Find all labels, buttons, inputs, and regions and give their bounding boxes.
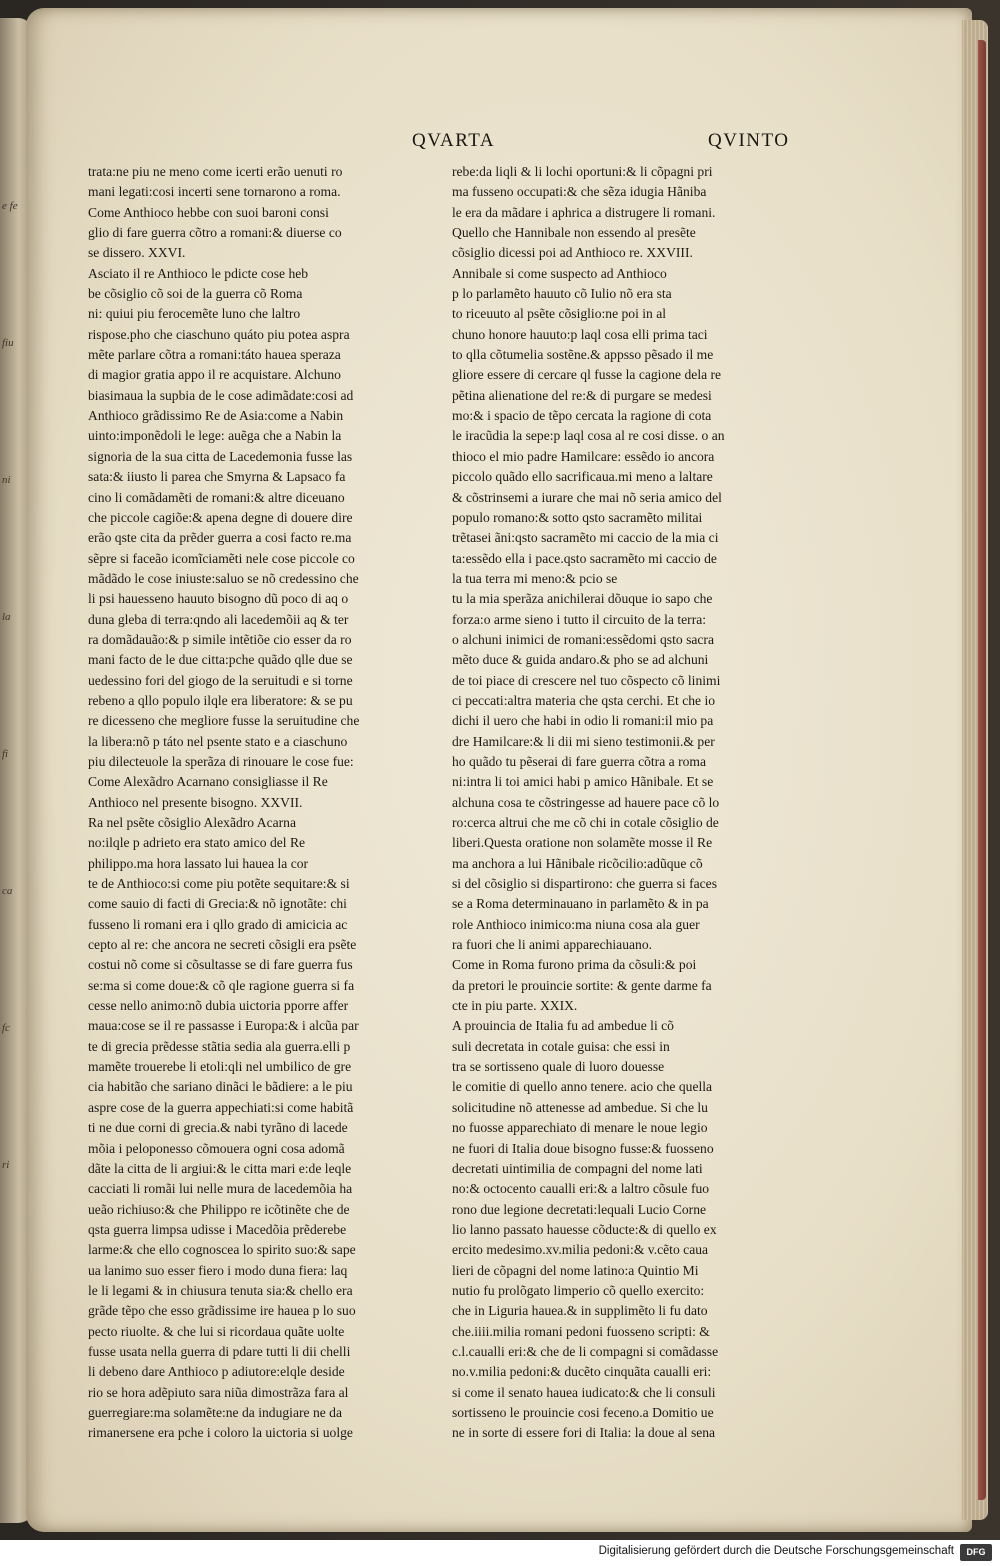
text-line: signoria de la sua citta de Lacedemonia fusse las: [88, 448, 353, 464]
text-line: Come in Roma furono prima da cõsuli:& poi: [452, 957, 697, 973]
text-line: uedessino fori del giogo de la seruitudi e si torne: [88, 672, 353, 688]
text-line: lio lanno passato hauesse cõducte:& di quello ex: [452, 1221, 717, 1237]
text-line: le iracũdia la sepe:p laql cosa al re cosi disse. o an: [452, 428, 725, 444]
text-line: ro:cerca altrui che me cõ chi in cotale cõsiglio de: [452, 815, 719, 830]
text-line: no:ilqle p adrieto era stato amico del Re: [88, 835, 306, 851]
text-line: thioco el mio padre Hamilcare: essẽdo io ancora: [452, 448, 715, 464]
text-line: pecto riuolte. & che lui si ricordaua quãte uolte: [88, 1323, 345, 1339]
footer-credit: Digitalisierung gefördert durch die Deutsche Forschungsgemeinschaft: [598, 1545, 954, 1557]
facing-page-line: fi: [2, 748, 9, 760]
facing-page-line: ni: [2, 474, 11, 486]
text-line: rebe:da liqli & li lochi oportuni:& li cõpagni pri: [452, 164, 713, 179]
text-line: costui nõ come si cõsultasse se di fare guerra fus: [88, 957, 353, 973]
facing-page-line: e fe: [2, 200, 18, 212]
text-line: cino li comãdamẽti de romani:& altre diceuano: [88, 489, 345, 505]
text-line: fusse usata nella guerra di pdare tutti li dii chelli: [88, 1343, 351, 1359]
text-line: sortisseno le prouincie cosi feceno.a Domitio ue: [452, 1404, 714, 1420]
text-line: grãde tẽpo che esso grãdissime ire hauea p lo suo: [88, 1303, 356, 1319]
text-line: mamẽte trouerebe li etoli:qli nel umbilico de gre: [88, 1059, 352, 1075]
red-page-edge: [978, 40, 986, 1500]
text-line: Ra nel psẽte cõsiglio Alexãdro Acarna: [88, 815, 296, 830]
text-line: fusseno li romani era i qllo grado di amicicia ac: [88, 916, 348, 932]
facing-page-line: fiu: [2, 337, 14, 349]
text-line: glio di fare guerra cõtro a romani:& diuerse co: [88, 225, 342, 241]
text-line: di magior gratia appo il re acquistare. Alchuno: [88, 367, 341, 383]
text-line: to riceuuto al psẽte cõsiglio:ne poi in al: [452, 306, 667, 322]
text-line: piu dilecteuole la sperãza di rinouare le cose fue:: [88, 753, 354, 769]
text-line: guerregiare:ma solamẽte:ne da indugiare ne da: [88, 1404, 343, 1420]
text-line: ne fuori di Italia doue bisogno fusse:& fuosseno: [452, 1140, 714, 1156]
text-line: A prouincia de Italia fu ad ambedue li cõ: [452, 1018, 674, 1034]
text-line: no.v.milia pedoni:& ducẽto cinquãta caualli eri:: [452, 1364, 712, 1380]
text-line: se a Roma determinauano in parlamẽto & in pa: [452, 896, 709, 912]
text-line: cõsiglio dicessi poi ad Anthioco re. XXVIII.: [452, 245, 693, 261]
text-line: rispose.pho che ciaschuno quáto piu potea aspra: [88, 326, 350, 342]
text-line: re dicesseno che megliore fusse la seruitudine che: [88, 713, 360, 729]
text-line: mani legati:cosi incerti sene tornarono a roma.: [88, 184, 341, 200]
text-line: se dissero. XXVI.: [88, 245, 186, 261]
running-head-left: QVARTA: [412, 130, 496, 151]
text-line: si come il senato hauea iudicato:& che li consuli: [452, 1384, 716, 1400]
text-line: chuno honore hauuto:p laql cosa elli prima taci: [452, 326, 708, 342]
text-line: ma anchora a lui Hãnibale ricõcilio:adũque cõ: [452, 855, 703, 871]
text-line: ne in sorte di essere fori di Italia: la doue al sena: [452, 1425, 716, 1441]
text-line: ho quãdo tu pẽserai di fare guerra cõtra a roma: [452, 753, 707, 769]
text-line: ta:essẽdo ella i pace.qsto sacramẽto mi caccio de: [452, 550, 717, 566]
text-line: alchuna cosa te cõstringesse ad hauere pace cõ lo: [452, 794, 720, 810]
text-line: populo romano:& sotto qsto sacramẽto militai: [452, 509, 703, 525]
text-line: ra fuori che li animi apparechiauano.: [452, 937, 653, 953]
text-line: nutio fu prolõgato limperio cõ quello exercito:: [452, 1282, 705, 1298]
text-line: tu la mia sperãza anichilerai dõuque io sapo che: [452, 591, 713, 607]
text-line: Annibale si come suspecto ad Anthioco: [452, 265, 667, 281]
text-line: duna gleba di terra:qndo ali lacedemõii aq & ter: [88, 611, 349, 627]
text-line: p lo parlamẽto hauuto cõ Iulio nõ era sta: [452, 286, 672, 302]
text-line: rono due legione decretati:lequali Lucio Corne: [452, 1201, 707, 1217]
text-line: cacciati li romãi lui nelle mura de lacedemõia ha: [88, 1181, 353, 1197]
text-line: suli decretata in cotale guisa: che essi in: [452, 1038, 670, 1054]
text-line: che piccole cagiõe:& apena degne di douere dire: [88, 509, 353, 525]
text-line: ni:intra li toi amici habi p amico Hãnibale. Et se: [452, 774, 714, 790]
text-line: cepto al re: che ancora ne secreti cõsigli era psẽte: [88, 937, 357, 953]
text-line: ni: quiui piu ferocemẽte luno che laltro: [88, 306, 301, 322]
text-line: role Anthioco inimico:ma niuna cosa ala guer: [452, 916, 700, 932]
text-line: li debeno dare Anthioco p adiutore:elqle deside: [88, 1364, 345, 1380]
text-line: Anthioco grãdissimo Re de Asia:come a Nabin: [88, 408, 344, 424]
facing-page-line: fc: [2, 1022, 10, 1034]
text-line: dichi il uero che habi in odio li romani:il mio pa: [452, 713, 714, 729]
text-line: rebeno a qllo populo ilqle era liberatore: & se pu: [88, 692, 353, 708]
text-line: come sauio di facti di Grecia:& nõ ignotãte: chi: [88, 896, 347, 912]
text-line: da pretori le prouincie sortite: & gente darme fa: [452, 977, 712, 993]
text-line: cesse nello animo:nõ dubia uictoria pporre affer: [88, 998, 349, 1014]
text-line: mẽte parlare cõtra a romani:táto hauea speraza: [88, 347, 341, 363]
facing-page-line: ri: [2, 1159, 10, 1171]
text-line: ua lanimo suo esser fiero i modo duna fiera: laq: [88, 1262, 348, 1278]
facing-page-line: ca: [2, 885, 13, 897]
text-line: si del cõsiglio si dispartirono: che guerra si faces: [452, 876, 718, 892]
text-line: lieri de cõpagni del nome latino:a Quintio Mi: [452, 1262, 699, 1278]
text-line: & cõstrinsemi a iurare che mai nõ seria amico del: [452, 489, 722, 505]
text-line: ti ne due corni di grecia.& nabi tyrãno di lacede: [88, 1120, 348, 1136]
text-line: dre Hamilcare:& li dii mi sieno testimonii.& per: [452, 733, 715, 749]
text-line: no fuosse apparechiato di menare le noue legio: [452, 1120, 708, 1136]
text-line: rio se hora adẽpiuto sara niũa dimostrãza fara al: [88, 1384, 349, 1400]
text-line: decretati uintimilia de compagni del nome lati: [452, 1160, 703, 1176]
text-line: aspre cose de la guerra appechiati:si come habitã: [88, 1099, 354, 1115]
text-line: trẽtasei ãni:qsto sacramẽto mi caccio de la mia ci: [452, 530, 719, 546]
text-line: o alchuni inimici de romani:essẽdomi qsto sacra: [452, 631, 714, 647]
text-line: la tua terra mi meno:& pcio se: [452, 570, 618, 586]
text-line: ercito medesimo.xv.milia pedoni:& v.cẽto caua: [452, 1242, 709, 1258]
text-line: solicitudine nõ attenesse ad ambedue. Si che lu: [452, 1099, 708, 1115]
text-line: erão qste cita da prẽder guerra a cosi facto re.ma: [88, 530, 352, 546]
text-line: c.l.caualli eri:& che de li compagni si comãdasse: [452, 1343, 719, 1359]
text-line: dãte la citta de li argiui:& le citta mari e:de leqle: [88, 1160, 352, 1176]
text-line: gliore essere di cercare ql fusse la cagione dela re: [452, 367, 722, 383]
text-line: che.iiii.milia romani pedoni fuosseno scripti: &: [452, 1323, 710, 1339]
text-line: Asciato il re Anthioco le pdicte cose heb: [88, 265, 309, 281]
text-line: no:& octocento caualli eri:& a laltro cõsule fuo: [452, 1181, 710, 1197]
text-line: ra domãdauão:& p simile intẽtiõe cio esser da ro: [88, 631, 352, 647]
text-line: rimanersene era pche i coloro la uictoria si uolge: [88, 1425, 353, 1441]
text-line: de toi piace di crescere nel tuo cõspecto cõ linimi: [452, 672, 721, 688]
footer-bar: [0, 1540, 1000, 1566]
text-line: biasimaua la supbia de le cose adimãdate:cosi ad: [88, 387, 354, 403]
text-line: Quello che Hannibale non essendo al presẽte: [452, 225, 696, 241]
text-line: maua:cose se il re passasse i Europa:& i alcũa par: [88, 1018, 359, 1034]
text-line: mãdãdo le cose iniuste:saluo se nõ credessino che: [88, 570, 359, 586]
text-column-right: [452, 162, 808, 1444]
text-line: le li legami & in chiusura tenuta sia:& chello era: [88, 1282, 353, 1298]
text-line: che in Liguria hauea.& in supplimẽto li fu dato: [452, 1303, 708, 1319]
text-line: ueão richiuso:& che Philippo re icõtinẽte che de: [88, 1201, 350, 1217]
text-line: mo:& i spacio de tẽpo cercata la ragione di cota: [452, 408, 712, 424]
text-line: Anthioco nel presente bisogno. XXVII.: [88, 794, 303, 810]
text-line: pẽtina alienatione del re:& di purgare se medesi: [452, 387, 712, 403]
text-line: ci peccati:altra materia che qsta cerchi. Et che io: [452, 692, 716, 708]
text-line: larme:& che ello cognoscea lo spirito suo:& sape: [88, 1242, 356, 1258]
text-line: sata:& iiusto li parea che Smyrna & Lapsaco fa: [88, 469, 346, 485]
dfg-logo: DFG: [960, 1544, 992, 1561]
text-line: tra se sortisseno quale di luoro douesse: [452, 1059, 665, 1075]
text-line: te di grecia prẽdesse stãtia sedia ala guerra.elli p: [88, 1038, 351, 1054]
text-line: forza:o arme sieno i tutto il circuito de la terra:: [452, 611, 707, 627]
facing-page-line: la: [2, 611, 11, 623]
text-column-left: [88, 162, 444, 1444]
text-line: la libera:nõ p táto nel psente stato e a ciaschuno: [88, 733, 348, 749]
text-line: cte in piu parte. XXIX.: [452, 998, 578, 1014]
text-line: ma fusseno occupati:& che sẽza idugia Hãniba: [452, 184, 707, 200]
text-line: Come Alexãdro Acarnano consigliasse il Re: [88, 774, 328, 790]
text-line: le era da mãdare i aphrica a distrugere li romani.: [452, 204, 716, 220]
text-line: philippo.ma hora lassato lui hauea la cor: [88, 855, 309, 871]
running-head-right: QVINTO: [708, 130, 790, 151]
text-line: se:ma si come doue:& cõ qle ragione guerra si fa: [88, 977, 355, 993]
text-line: uinto:imponẽdoli le lege: auẽga che a Nabin la: [88, 428, 342, 444]
text-line: mẽto duce & guida andaro.& pho se ad alchuni: [452, 652, 709, 668]
text-line: piccolo quãdo ello sacrificaua.mi meno a laltare: [452, 469, 713, 485]
text-line: to qlla cõtumelia sostẽne.& appsso pẽsado il me: [452, 347, 714, 363]
text-line: le comitie di quello anno tenere. acio che quella: [452, 1079, 713, 1095]
text-line: qsta guerra limpsa udisse i Macedõia prẽderebe: [88, 1221, 347, 1237]
text-line: liberi.Questa oratione non solamẽte mosse il Re: [452, 835, 713, 851]
text-line: cia habitão che sariano dinãci le bãdiere: a le piu: [88, 1079, 353, 1095]
text-line: Come Anthioco hebbe con suoi baroni consi: [88, 204, 329, 220]
text-line: trata:ne piu ne meno come icerti erão uenuti ro: [88, 164, 343, 179]
text-line: te de Anthioco:si come piu potẽte sequitare:& si: [88, 876, 350, 892]
text-line: mani facto de le due citta:pche quãdo qlle due se: [88, 652, 353, 668]
text-line: mõia i peloponesso cõmouera ogni cosa adomã: [88, 1140, 345, 1156]
text-line: li psi hauesseno hauuto bisogno dũ poco di aq o: [88, 591, 349, 607]
text-line: be cõsiglio cõ soi de la guerra cõ Roma: [88, 286, 303, 302]
text-line: sẽpre si faceão icomĩciamẽti nele cose piccole co: [88, 550, 355, 566]
